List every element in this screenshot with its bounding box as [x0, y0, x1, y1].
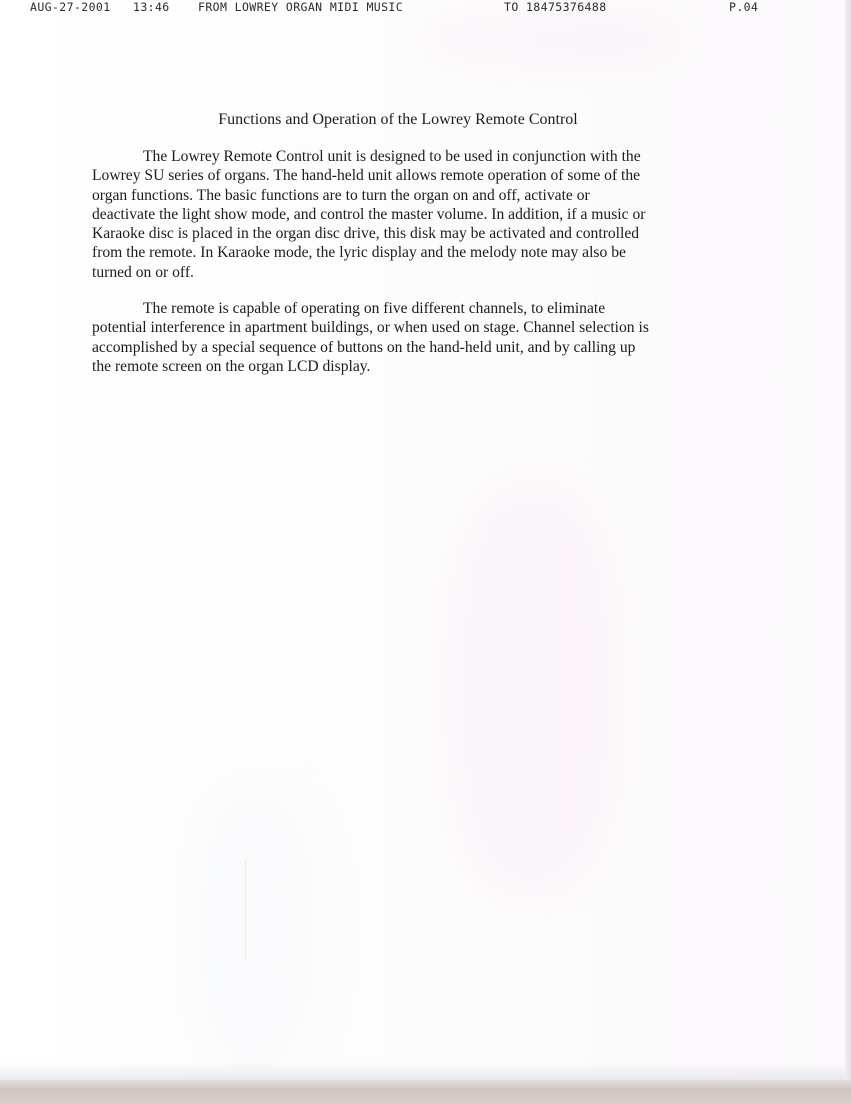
fax-page-number: P.04	[729, 0, 759, 14]
paragraph-line: accomplished by a special sequence of buttons on the hand-held unit, and by calling up	[92, 338, 636, 356]
paragraph-1	[92, 147, 706, 282]
paragraph-line: turned on or off.	[92, 263, 194, 281]
paragraph-line: deactivate the light show mode, and control the master volume. In addition, if a music or	[92, 205, 646, 223]
paragraph-line: Karaoke disc is placed in the organ disc drive, this disk may be activated and controlled	[92, 225, 640, 243]
fax-from: FROM LOWREY ORGAN MIDI MUSIC	[198, 0, 404, 14]
paragraph-line: from the remote. In Karaoke mode, the lyric display and the melody note may also be	[92, 244, 626, 262]
paragraph-line: Lowrey SU series of organs. The hand-held unit allows remote operation of some of the	[92, 167, 641, 185]
fax-date: AUG-27-2001	[30, 0, 111, 14]
paragraph-2	[92, 299, 706, 376]
scan-line-artifact	[245, 860, 246, 960]
fax-header	[0, 0, 851, 14]
fax-to: TO 18475376488	[504, 0, 607, 14]
fax-artifact	[440, 480, 620, 900]
paragraph-line: The Lowrey Remote Control unit is designed to be used in conjunction with the	[143, 148, 641, 165]
paragraph-line: organ functions. The basic functions are to turn the organ on and off, activate or	[92, 186, 590, 204]
paragraph-line: potential interference in apartment buildings, or when used on stage. Channel selection is	[92, 319, 649, 337]
paragraph-line: The remote is capable of operating on five different channels, to eliminate	[143, 300, 606, 317]
document-title: Functions and Operation of the Lowrey Remote Control	[218, 111, 578, 128]
fax-artifact	[180, 780, 320, 1080]
page-bottom-shadow	[0, 1062, 846, 1080]
fax-time: 13:46	[133, 0, 170, 14]
fax-artifact	[420, 10, 680, 70]
paragraph-line: the remote screen on the organ LCD display.	[92, 357, 371, 375]
page-right-edge	[845, 0, 851, 1104]
page-bottom-edge	[0, 1080, 851, 1104]
